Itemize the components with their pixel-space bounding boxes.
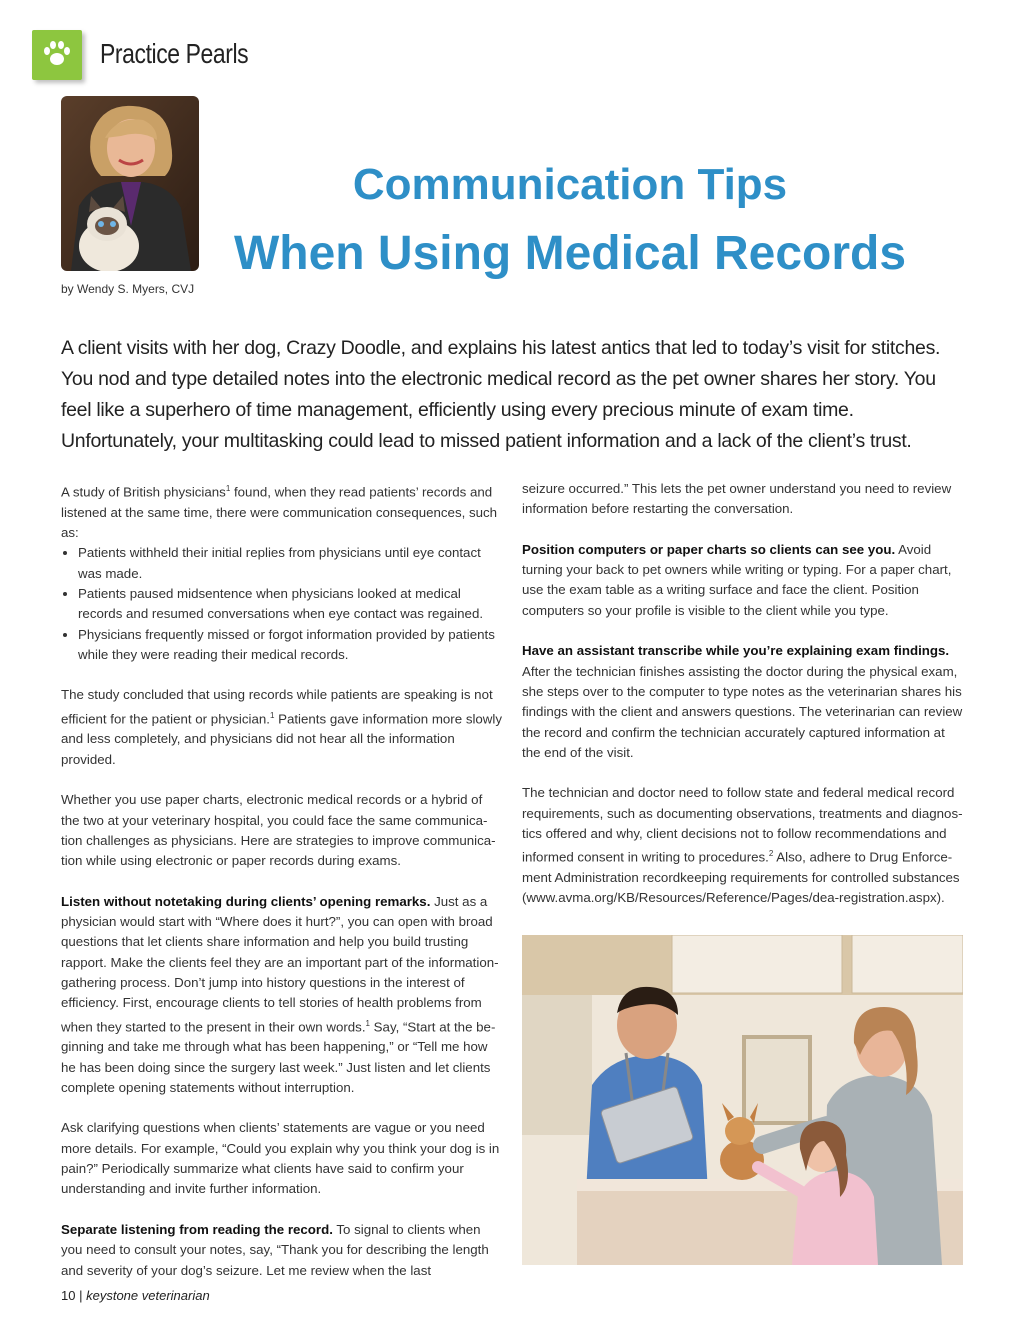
bullet-list: [61, 543, 503, 665]
text-run: The study concluded that using records while patients are speaking is not efficient for the patient or physician.: [61, 687, 493, 727]
footer-separator: |: [79, 1288, 83, 1303]
paragraph: Whether you use paper charts, electronic medical records or a hybrid of the two at your veterinary hospital, you could face the same communication challenges as physicians. Here are strategies to improve communication while using electronic or paper records during exams.: [61, 792, 496, 869]
text-run: Avoid turning your back to pet owners while writing or typing. For a paper chart, use the exam table as a writing surface and face the client. Position computers so your profile is visible to the client while you type.: [522, 541, 952, 618]
list-item: • Patients withheld their initial replies from physicians until eye contact was made.: [78, 543, 503, 584]
article-title: Communication Tips: [352, 160, 788, 209]
text-run: After the technician finishes assisting the doctor during the physical exam, she steps over to the computer to type notes as the veterinarian shares his findings with the client and answers questions. The veterinarian can review the record and confirm the technician accurately captured information at the end of the visit.: [522, 663, 963, 760]
strategy-heading: Separate listening from reading the record.: [61, 1221, 333, 1237]
reference-mark: 1: [365, 1018, 370, 1028]
text-run: Also, adhere to Drug Enforcement Administration recordkeeping requirements for controlled substances (www.avma.org/KB/Resources/Reference/Pages/dea-registration.aspx).: [522, 849, 960, 906]
paragraph: [61, 479, 503, 543]
text-run: A study of British physicians: [61, 484, 226, 500]
text-run: Just as a physician would start with “Where does it hurt?”, you can open with broad questions that let clients share information and help you build trusting rapport. Make the clients feel they are an important part of the information-gathering process. Don’t jump into history questions in the interest of efficiency. First, encourage clients to tell stories of health problems from when they started to the present in their own words.: [61, 893, 499, 1034]
lead-paragraph: A client visits with her dog, Crazy Doodle, and explains his latest antics that led to today’s visit for stitches. You nod and type detailed notes into the electronic medical record as the pet owner shares her story. You feel like a superhero of time management, efficiently using every precious minute of exam time. Unfortunately, your multitasking could lead to missed patient information and a lack of the client’s trust.: [61, 337, 941, 452]
text-run: The technician and doctor need to follow state and federal medical record requirements, such as documenting observations, treatments and diagnostics offered and why, client decisions not to follow recommendations and informed consent in writing to procedures.: [522, 785, 963, 865]
section-title: Practice Pearls: [100, 38, 249, 69]
text-run: To signal to clients when you need to consult your notes, say, “Thank you for describing the length and severity of your dog’s seizure. Let me review when the last: [61, 1221, 489, 1278]
left-column: [61, 479, 503, 1301]
text-run: Patients gave information more slowly and less completely, and physicians did not hear all the information provided.: [61, 711, 503, 767]
veterinarian-photo: [522, 935, 963, 1265]
paragraph: Ask clarifying questions when clients’ statements are vague or you need more details. For example, “Could you explain why you think your dog is in pain?” Periodically summarize what clients have said to confirm your understanding and invite further information.: [61, 1120, 500, 1197]
page-number: 10: [61, 1288, 76, 1303]
strategy-heading: Have an assistant transcribe while you’re explaining exam findings.: [522, 643, 950, 659]
list-item: • Patients paused midsentence when physicians looked at medical records and resumed conversations when eye contact was regained.: [78, 584, 503, 625]
magazine-name: keystone veterinarian: [86, 1288, 210, 1303]
paragraph: [522, 641, 963, 763]
article-subtitle: When Using Medical Records: [233, 227, 907, 280]
paragraph: [61, 892, 503, 1098]
paragraph: [522, 540, 963, 621]
text-run: found, when they read patients’ records and listened at the same time, there were communication consequences, such as:: [61, 484, 498, 541]
paragraph: [61, 1220, 503, 1281]
paragraph: [522, 783, 963, 908]
strategy-heading: Listen without notetaking during clients’ opening remarks.: [61, 893, 431, 909]
paragraph: seizure occurred.” This lets the pet owner understand you need to review information before restarting the conversation.: [522, 481, 952, 517]
author-photo: [61, 96, 199, 271]
paw-icon: [32, 30, 82, 80]
strategy-heading: Position computers or paper charts so clients can see you.: [522, 541, 896, 557]
paragraph: [61, 685, 503, 770]
reference-mark: 1: [225, 484, 231, 493]
reference-mark: 2: [768, 849, 774, 859]
reference-mark: 1: [269, 710, 275, 720]
text-run: Say, “Start at the beginning and take me through what has been happening,” or “Tell me how he has been doing since the surgery last week.” Just listen and let clients complete opening statements without interruption.: [61, 1018, 496, 1095]
page-footer: [61, 1288, 210, 1303]
list-item: • Physicians frequently missed or forgot information provided by patients while they were reading their medical records.: [78, 625, 503, 666]
right-column: [522, 479, 963, 929]
byline: by Wendy S. Myers, CVJ: [61, 282, 195, 296]
